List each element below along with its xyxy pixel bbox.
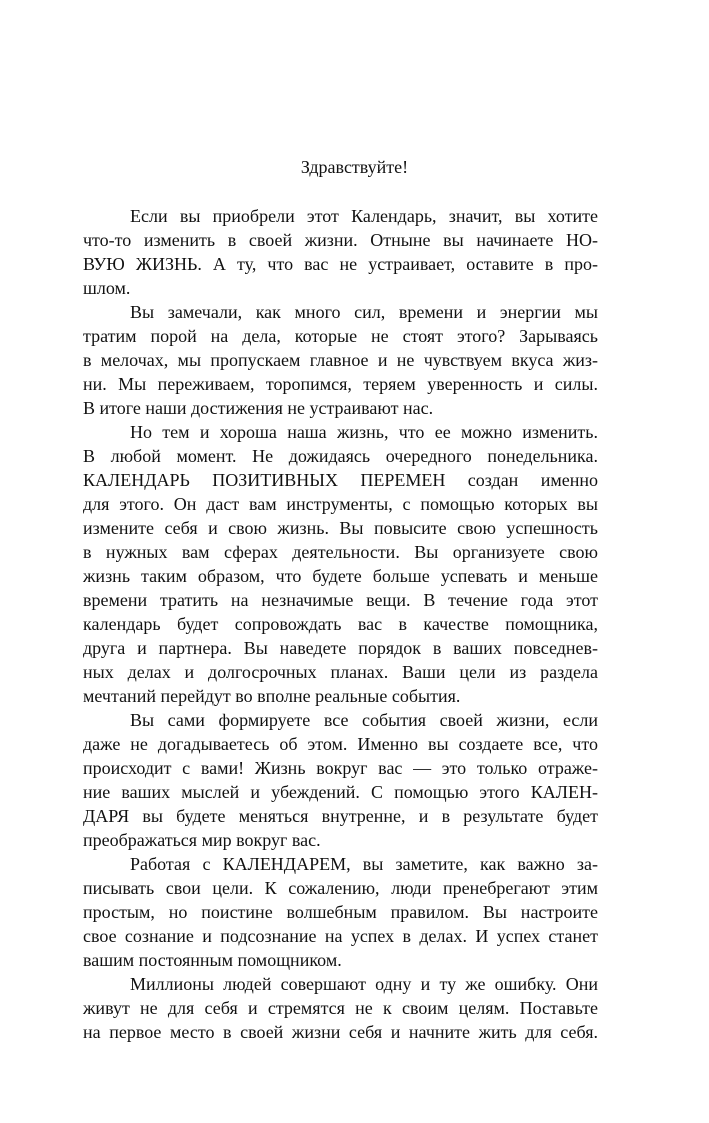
text-line: Работая с КАЛЕНДАРЕМ, вы заметите, как важно за- [130, 854, 598, 874]
text-line: тратим порой на дела, которые не стоят этого? Зарываясь [83, 326, 598, 346]
text-line: жизнь таким образом, что будете больше успевать и меньше [83, 566, 598, 586]
text-line: Если вы приобрели этот Календарь, значит, вы хотите [130, 206, 598, 226]
text-line: ни. Мы переживаем, торопимся, теряем уверенность и силы. [83, 374, 598, 394]
text-line: Миллионы людей совершают одну и ту же ошибку. Они [130, 974, 598, 994]
text-line: КАЛЕНДАРЬ ПОЗИТИВНЫХ ПЕРЕМЕН создан именно [83, 470, 598, 490]
page-heading: Здравствуйте! [300, 157, 409, 177]
text-line: преображаться мир вокруг вас. [83, 830, 321, 850]
text-line: писывать свои цели. К сожалению, люди пренебрегают этим [83, 878, 598, 898]
text-line: Но тем и хороша наша жизнь, что ее можно изменить. [130, 422, 598, 442]
text-line: друга и партнера. Вы наведете порядок в ваших повседнев- [83, 638, 598, 658]
text-line: ных делах и долгосрочных планах. Ваши цели из раздела [83, 662, 598, 682]
text-line: времени тратить на незначимые вещи. В течение года этот [83, 590, 598, 610]
body-text [83, 204, 598, 1044]
text-line: свое сознание и подсознание на успех в делах. И успех станет [83, 926, 598, 946]
text-line: в нужных вам сферах деятельности. Вы организуете свою [83, 542, 598, 562]
text-line: живут не для себя и стремятся не к своим целям. Поставьте [83, 998, 598, 1018]
text-line: Вы замечали, как много сил, времени и энергии мы [130, 302, 598, 322]
text-line: ВУЮ ЖИЗНЬ. А ту, что вас не устраивает, оставите в про- [83, 254, 598, 274]
text-line: Вы сами формируете все события своей жизни, если [130, 710, 598, 730]
text-line: что-то изменить в своей жизни. Отныне вы начинаете НО- [83, 230, 598, 250]
text-line: шлом. [83, 278, 131, 298]
text-line: В любой момент. Не дожидаясь очередного понедельника. [83, 446, 598, 466]
text-line: для этого. Он даст вам инструменты, с помощью которых вы [83, 494, 598, 514]
text-line: мечтаний перейдут во вполне реальные события. [83, 686, 461, 706]
text-line: ДАРЯ вы будете меняться внутренне, и в результате будет [83, 806, 598, 826]
text-line: измените себя и свою жизнь. Вы повысите свою успешность [83, 518, 598, 538]
text-line: календарь будет сопровождать вас в качестве помощника, [83, 614, 598, 634]
text-line: на первое место в своей жизни себя и начните жить для себя. [83, 1022, 598, 1042]
text-line: В итоге наши достижения не устраивают нас. [83, 398, 434, 418]
text-line: даже не догадываетесь об этом. Именно вы создаете все, что [83, 734, 598, 754]
text-line: простым, но поистине волшебным правилом. Вы настроите [83, 902, 598, 922]
text-line: ние ваших мыслей и убеждений. С помощью этого КАЛЕН- [83, 782, 598, 802]
text-line: вашим постоянным помощником. [83, 950, 342, 970]
text-line: происходит с вами! Жизнь вокруг вас — это только отраже- [83, 758, 598, 778]
text-line: в мелочах, мы пропускаем главное и не чувствуем вкуса жиз- [83, 350, 598, 370]
